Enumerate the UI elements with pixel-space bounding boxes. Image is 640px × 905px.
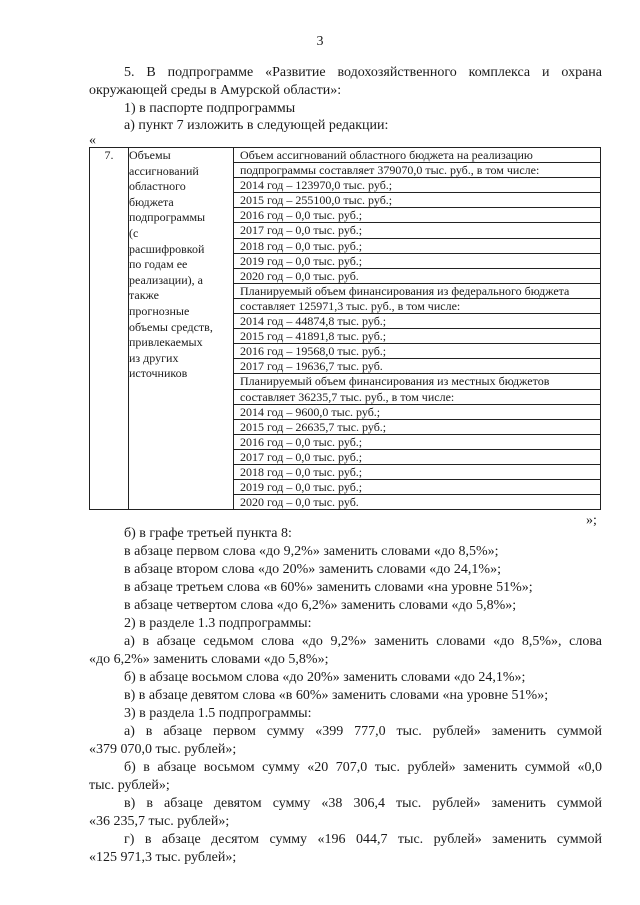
content-line: 2015 год – 26635,7 тыс. руб.; (234, 420, 600, 435)
section-3b-line-1: б) в абзаце восьмом сумму «20 707,0 тыс. рублей» заменить суммой «0,0 (124, 760, 602, 775)
section-3c-line-2: «36 235,7 тыс. рублей»; (89, 814, 230, 829)
close-quote: »; (586, 513, 597, 528)
section-3: 3) в раздела 1.5 подпрограммы: (124, 706, 312, 721)
content-line: 2015 год – 255100,0 тыс. руб.; (234, 193, 600, 208)
section-3a-line-2: «379 070,0 тыс. рублей»; (89, 742, 237, 757)
content-line: 2020 год – 0,0 тыс. руб. (240, 495, 359, 510)
section-3b-line-2: тыс. рублей»; (89, 778, 170, 793)
content-line: составляет 36235,7 тыс. руб., в том числе: (234, 390, 600, 405)
intro-line-1b: окружающей среды в Амурской области»: (89, 83, 342, 98)
page-number: 3 (316, 34, 324, 49)
content-line: 2016 год – 19568,0 тыс. руб.; (234, 344, 600, 359)
content-line: Планируемый объем финансирования из местных бюджетов (234, 374, 600, 389)
content-line: 2017 год – 0,0 тыс. руб.; (234, 223, 600, 238)
section-3d-line-1: г) в абзаце десятом сумму «196 044,7 тыс. рублей» заменить суммой (124, 832, 602, 847)
content-line: составляет 125971,3 тыс. руб., в том числе: (234, 299, 600, 314)
label-line: привлекаемых (129, 335, 203, 350)
section-3c-line-1: в) в абзаце девятом сумму «38 306,4 тыс. рублей» заменить суммой (124, 796, 602, 811)
label-line: Объемы (129, 148, 171, 162)
content-line: Планируемый объем финансирования из федерального бюджета (234, 284, 600, 299)
section-2a-line-2: «до 6,2%» заменить словами «до 5,8%»; (89, 652, 329, 667)
content-line: 2017 год – 0,0 тыс. руб.; (234, 450, 600, 465)
content-line: 2014 год – 9600,0 тыс. руб.; (234, 405, 600, 420)
section-3a-line-1: а) в абзаце первом сумму «399 777,0 тыс. рублей» заменить суммой (124, 724, 602, 739)
section-3d-line-2: «125 971,3 тыс. рублей»; (89, 850, 237, 865)
open-quote: « (89, 133, 96, 148)
item-label-cell (129, 148, 234, 510)
label-line: реализации), а (129, 272, 203, 287)
content-line: 2014 год – 123970,0 тыс. руб.; (234, 178, 600, 193)
content-line: 2016 год – 0,0 тыс. руб.; (234, 208, 600, 223)
table-row (90, 148, 601, 510)
section-2b: б) в абзаце восьмом слова «до 20%» заменить словами «до 24,1%»; (124, 670, 526, 685)
para-b1: в абзаце первом слова «до 9,2%» заменить словами «до 8,5%»; (124, 544, 499, 559)
para-b3: в абзаце третьем слова «в 60%» заменить словами «на уровне 51%»; (124, 580, 533, 595)
content-line: 2019 год – 0,0 тыс. руб.; (234, 480, 600, 495)
content-line: 2018 год – 0,0 тыс. руб.; (234, 465, 600, 480)
label-line: областного (129, 179, 186, 194)
content-line: 2016 год – 0,0 тыс. руб.; (234, 435, 600, 450)
para-b-intro: б) в графе третьей пункта 8: (124, 526, 292, 541)
item-number: 7. (104, 148, 114, 162)
content-line: Объем ассигнований областного бюджета на реализацию (234, 148, 600, 163)
para-b2: в абзаце втором слова «до 20%» заменить словами «до 24,1%»; (124, 562, 501, 577)
label-line: также (129, 288, 160, 303)
content-line: подпрограммы составляет 379070,0 тыс. руб., в том числе: (234, 163, 600, 178)
section-2c: в) в абзаце девятом слова «в 60%» заменить словами «на уровне 51%»; (124, 688, 549, 703)
intro-line-3: а) пункт 7 изложить в следующей редакции: (124, 118, 389, 133)
label-line: прогнозные (129, 303, 190, 318)
label-line: подпрограммы (129, 210, 206, 225)
section-2: 2) в разделе 1.3 подпрограммы: (124, 616, 312, 631)
content-line: 2020 год – 0,0 тыс. руб. (234, 269, 600, 284)
passport-table (89, 147, 601, 510)
funding-content-cell (234, 148, 601, 510)
label-line: по годам ее (129, 257, 188, 272)
content-line: 2019 год – 0,0 тыс. руб.; (234, 254, 600, 269)
label-line: источников (129, 366, 188, 381)
content-line: 2014 год – 44874,8 тыс. руб.; (234, 314, 600, 329)
content-line: 2017 год – 19636,7 тыс. руб. (234, 359, 600, 374)
label-line: из других (129, 350, 179, 365)
content-line: 2015 год – 41891,8 тыс. руб.; (234, 329, 600, 344)
label-line: расшифровкой (129, 241, 205, 256)
item-number-cell (90, 148, 129, 510)
para-b4: в абзаце четвертом слова «до 6,2%» заменить словами «до 5,8%»; (124, 598, 517, 613)
label-line: объемы средств, (129, 319, 213, 334)
label-line: ассигнований (129, 163, 199, 178)
label-line: бюджета (129, 194, 174, 209)
content-line: 2018 год – 0,0 тыс. руб.; (234, 239, 600, 254)
intro-line-1a: 5. В подпрограмме «Развитие водохозяйственного комплекса и охрана (124, 65, 602, 80)
label-line: (с (129, 225, 139, 240)
intro-line-2: 1) в паспорте подпрограммы (124, 101, 296, 116)
section-2a-line-1: а) в абзаце седьмом слова «до 9,2%» заменить словами «до 8,5%», слова (124, 634, 602, 649)
